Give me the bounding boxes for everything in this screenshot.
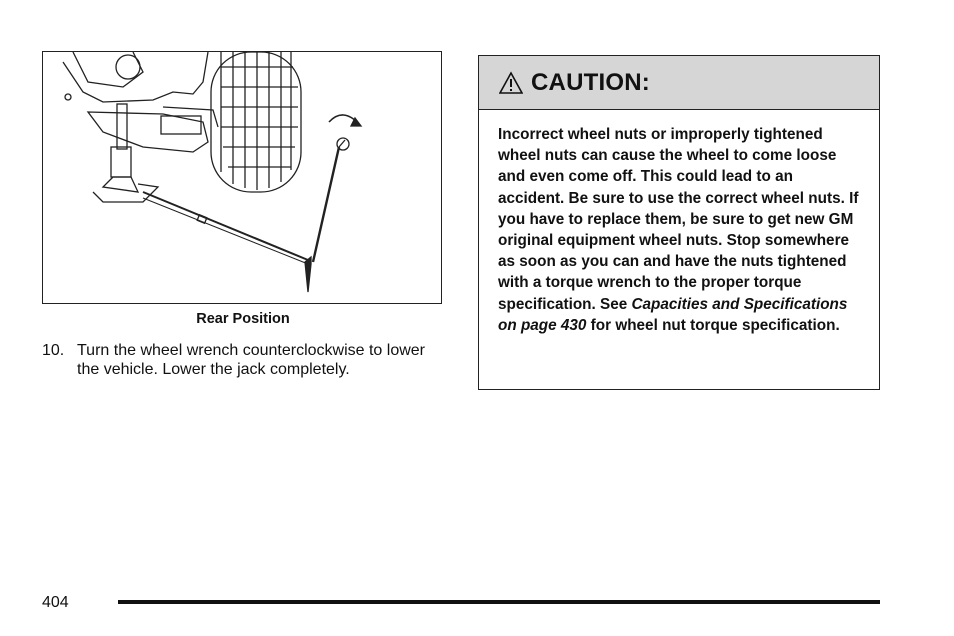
caution-body-part2: for wheel nut torque specification. [590,316,840,334]
warning-triangle-icon [499,71,523,95]
rear-position-illustration [42,51,442,304]
figure-caption: Rear Position [196,311,290,327]
caution-header [479,56,879,110]
caution-body-part1: Incorrect wheel nuts or improperly tightened wheel nuts can cause the wheel to come loose and even come off. This could lead to an accident. Be sure to use the correct wheel nuts. If you have to replace them, be sure to get new GM original equipment wheel nuts. Stop somewhere as soon as you can and have the nuts tightened with a torque wrench to the proper torque specification. See [498,126,859,313]
footer-rule [118,600,880,604]
caution-reference-link[interactable]: Capacities and Specifications on page 430 [498,295,848,334]
page-number: 404 [42,594,69,611]
caution-text [479,110,879,336]
caution-title: CAUTION: [531,68,650,96]
step-number: 10. [42,342,65,359]
step-text: Turn the wheel wrench counterclockwise to lower the vehicle. Lower the jack completely. [77,342,426,378]
caution-box [478,55,880,390]
jack-wrench-drawing [43,52,442,304]
